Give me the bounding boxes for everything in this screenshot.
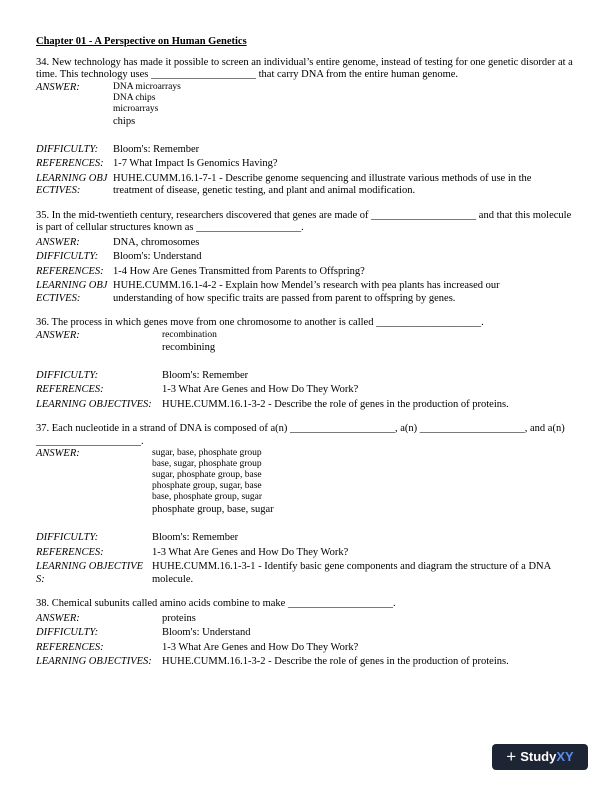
answer-label: ANSWER: [36,612,80,624]
question-text: 37. Each nucleotide in a strand of DNA is composed of a(n) ____________________, a(n) ____________________, and a(n) ____________________. [36,423,565,447]
question-38 [36,598,580,669]
question-text: 38. Chemical subunits called amino acids combine to make ____________________. [36,598,396,609]
difficulty-value: Bloom's: Remember [113,143,200,155]
answer-label: ANSWER: [36,329,80,341]
lo-line: HUHE.CUMM.16.1-3-1 - Identify basic gene components and diagram the structure of a DNA [152,561,552,572]
answer-item: recombining [162,341,216,353]
references-value: 1-3 What Are Genes and How Do They Work? [162,384,359,395]
answer-label: ANSWER: [36,81,80,93]
plus-icon: + [506,746,517,766]
question-text: 34. New technology has made it possible to screen an individual’s entire genome, instead of testing for one genetic disorder at a time. This technology uses ____________________ that carry DNA from the entire human genome. [36,56,573,80]
answer-item: sugar, phosphate group, base [152,470,262,480]
lo-label-part: ECTIVES: [36,185,81,196]
chapter-title: Chapter 01 - A Perspective on Human Genetics [36,36,247,47]
difficulty-value: Bloom's: Remember [152,532,239,543]
difficulty-value: Bloom's: Understand [113,251,202,262]
learning-objectives-label [36,561,152,586]
learning-objectives-label: LEARNING OBJECTIVES: [36,656,152,667]
difficulty-label: DIFFICULTY: [36,532,99,543]
difficulty-label: DIFFICULTY: [36,369,99,381]
references-value: 1-4 How Are Genes Transmitted from Parents to Offspring? [113,265,365,277]
question-37 [36,423,580,586]
references-value: 1-7 What Impact Is Genomics Having? [113,158,278,169]
question-36 [36,317,580,411]
answer-list [152,448,580,516]
lo-label-part: LEARNING OBJ [36,280,108,291]
difficulty-label: DIFFICULTY: [36,143,99,155]
answer-label: ANSWER: [36,236,80,248]
learning-objectives-label: LEARNING OBJECTIVES: [36,398,152,410]
answer-item: DNA chips [113,92,156,103]
question-34 [36,57,580,198]
answer-value: proteins [162,612,196,624]
references-label: REFERENCES: [36,384,104,395]
references-label: REFERENCES: [36,158,104,169]
answer-label: ANSWER: [36,448,80,459]
difficulty-label: DIFFICULTY: [36,627,99,638]
studyxy-logo [492,744,588,770]
lo-label-part: LEARNING OBJECTIVE [36,561,144,572]
answer-item: recombination [162,329,217,340]
question-35 [36,210,580,306]
answer-item: DNA microarrays [113,81,181,92]
lo-label-part: LEARNING OBJ [36,172,108,184]
learning-objectives-value [113,280,580,305]
learning-objectives-value [113,173,580,198]
answer-list [113,82,580,128]
difficulty-value: Bloom's: Understand [162,627,251,638]
lo-label-part: ECTIVES: [36,292,81,304]
learning-objectives-label [36,280,113,305]
learning-objectives-value [152,561,580,586]
lo-line: treatment of disease, genetic testing, and plant and animal modification. [113,185,416,196]
logo-word-study: Study [520,748,557,764]
learning-objectives-value: HUHE.CUMM.16.1-3-2 - Describe the role of genes in the production of proteins. [162,398,509,410]
logo-word-xy: XY [556,748,574,764]
answer-item: phosphate group, base, sugar [152,504,274,515]
answer-item: base, phosphate group, sugar [152,492,263,502]
difficulty-value: Bloom's: Remember [162,369,249,381]
references-label: REFERENCES: [36,641,104,653]
lo-line: HUHE.CUMM.16.1-4-2 - Explain how Mendel’s research with pea plants has increased our [113,280,500,291]
difficulty-label: DIFFICULTY: [36,251,99,262]
answer-value: DNA, chromosomes [113,236,200,248]
learning-objectives-label [36,173,113,198]
answer-item: microarrays [113,103,159,114]
answer-item: base, sugar, phosphate group [152,459,262,469]
lo-line: understanding of how specific traits are passed from parent to offspring by genes. [113,292,456,304]
references-value: 1-3 What Are Genes and How Do They Work? [162,641,359,653]
question-text: 35. In the mid-twentieth century, researchers discovered that genes are made of ____________________ and that this molecule is part of cellular structures known as ____________________. [36,209,572,233]
answer-item: chips [113,115,136,127]
learning-objectives-value: HUHE.CUMM.16.1-3-2 - Describe the role of genes in the production of proteins. [162,656,509,667]
references-label: REFERENCES: [36,265,104,277]
document-page [36,36,580,669]
answer-list [162,330,580,354]
answer-item: sugar, base, phosphate group [152,448,262,458]
lo-line: molecule. [152,573,194,585]
lo-label-part: S: [36,573,45,585]
question-text: 36. The process in which genes move from one chromosome to another is called ____________________. [36,317,484,328]
references-value: 1-3 What Are Genes and How Do They Work? [152,546,349,558]
lo-line: HUHE.CUMM.16.1-7-1 - Describe genome sequencing and illustrate various methods of use in the [113,172,532,184]
answer-item: phosphate group, sugar, base [152,481,262,491]
references-label: REFERENCES: [36,546,104,558]
